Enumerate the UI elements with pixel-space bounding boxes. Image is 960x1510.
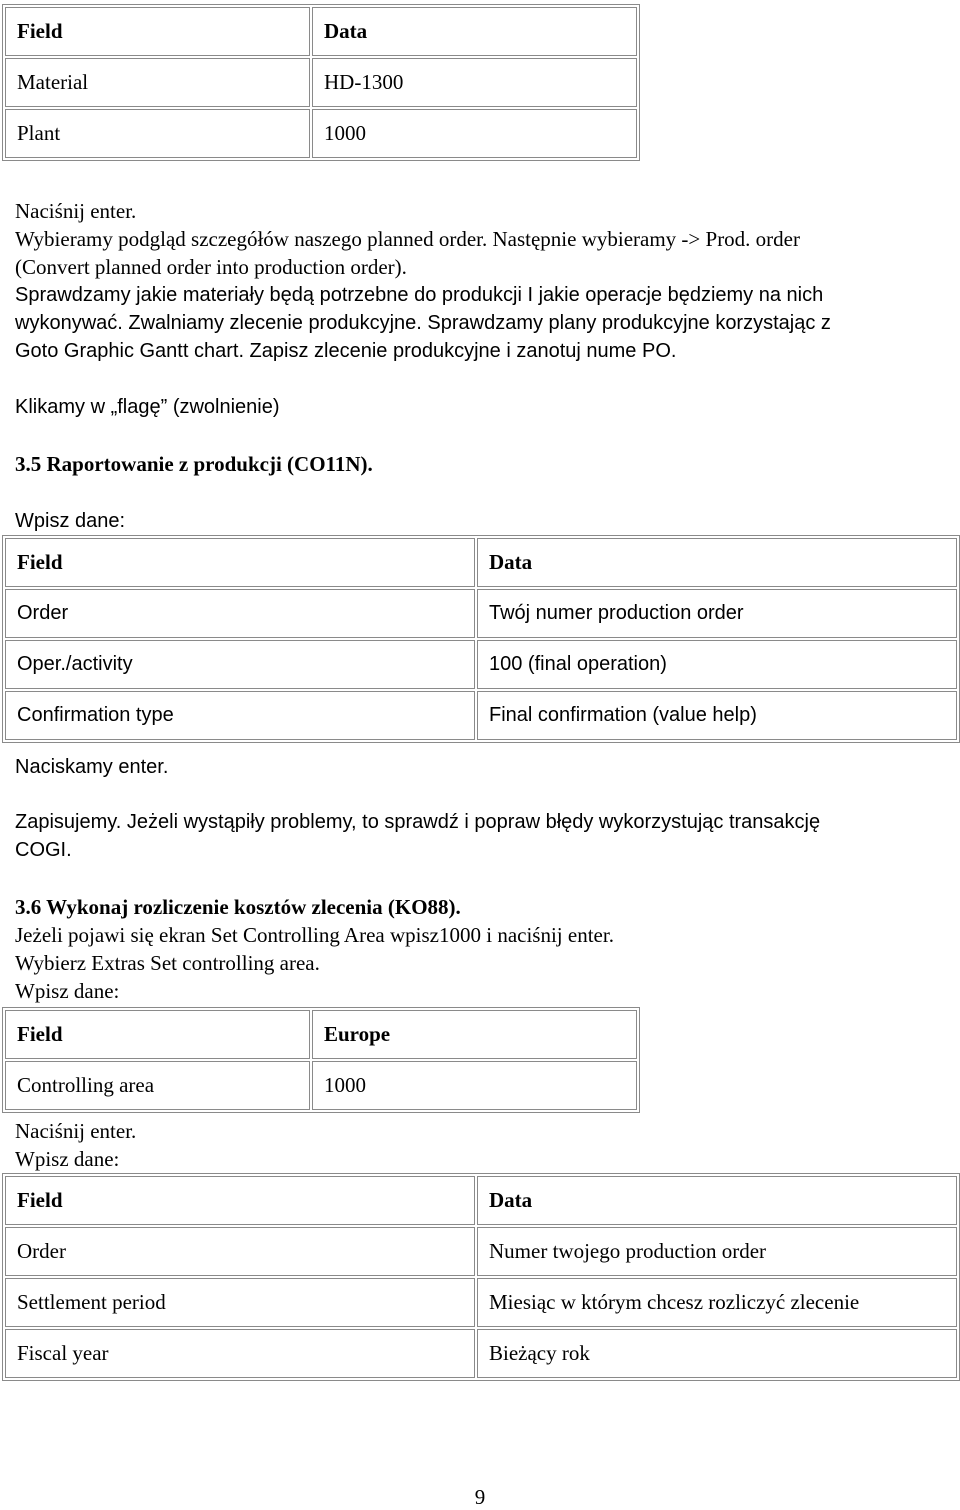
text-line: Goto Graphic Gantt chart. Zapisz zlecenie produkcyjne i zanotuj nume PO. xyxy=(15,340,677,362)
cell-data: Numer twojego production order xyxy=(477,1227,957,1276)
table-row xyxy=(5,58,637,107)
cell-data: Bieżący rok xyxy=(477,1329,957,1378)
table-header-row xyxy=(5,7,637,56)
table-header-row xyxy=(5,538,957,587)
cell-field: Oper./activity xyxy=(5,640,475,689)
text-line: Naciśnij enter. xyxy=(15,199,137,223)
cell-data: 1000 xyxy=(312,1061,637,1110)
cell-field: Order xyxy=(5,589,475,638)
after-text: Naciśnij enter. xyxy=(15,1119,137,1143)
cell-data: Miesiąc w którym chcesz rozliczyć zlecenie xyxy=(477,1278,957,1327)
cell-field: Controlling area xyxy=(5,1061,310,1110)
text-line: Wybierz Extras Set controlling area. xyxy=(15,951,320,975)
table-row xyxy=(5,1061,637,1110)
table-header-row xyxy=(5,1010,637,1059)
after-text: Naciskamy enter. xyxy=(15,756,169,778)
header-field: Field xyxy=(5,1010,310,1059)
header-data: Data xyxy=(312,7,637,56)
header-field: Field xyxy=(5,1176,475,1225)
cell-data: 100 (final operation) xyxy=(477,640,957,689)
table-row xyxy=(5,1329,957,1378)
table-row xyxy=(5,589,957,638)
cell-data: 1000 xyxy=(312,109,637,158)
section-heading-3-6: 3.6 Wykonaj rozliczenie kosztów zlecenia (KO88). xyxy=(15,895,461,919)
cell-data: Final confirmation (value help) xyxy=(477,691,957,740)
header-data: Data xyxy=(477,1176,957,1225)
settlement-table xyxy=(2,1173,960,1381)
confirmation-table xyxy=(2,535,960,743)
header-data: Data xyxy=(477,538,957,587)
cell-field: Confirmation type xyxy=(5,691,475,740)
intro-text: Wpisz dane: xyxy=(15,979,120,1003)
text-line: Sprawdzamy jakie materiały będą potrzebne do produkcji I jakie operacje będziemy na nich xyxy=(15,284,824,306)
table-row xyxy=(5,640,957,689)
text-line: Jeżeli pojawi się ekran Set Controlling Area wpisz1000 i naciśnij enter. xyxy=(15,923,614,947)
page-number: 9 xyxy=(474,1485,486,1509)
cell-field: Settlement period xyxy=(5,1278,475,1327)
table-row xyxy=(5,691,957,740)
cell-data: HD-1300 xyxy=(312,58,637,107)
controlling-area-table xyxy=(2,1007,640,1113)
table-row xyxy=(5,1227,957,1276)
save-text-line1: Zapisujemy. Jeżeli wystąpiły problemy, to sprawdź i popraw błędy wykorzystując transakcję xyxy=(15,811,821,833)
cell-field: Plant xyxy=(5,109,310,158)
table-header-row xyxy=(5,1176,957,1225)
text-line: Wybieramy podgląd szczegółów naszego planned order. Następnie wybieramy -> Prod. order xyxy=(15,227,800,251)
save-text-line2: COGI. xyxy=(15,839,72,861)
cell-field: Order xyxy=(5,1227,475,1276)
intro-text: Wpisz dane: xyxy=(15,1147,120,1171)
cell-data: Twój numer production order xyxy=(477,589,957,638)
cell-field: Material xyxy=(5,58,310,107)
material-plant-table xyxy=(2,4,640,161)
header-field: Field xyxy=(5,538,475,587)
intro-text: Wpisz dane: xyxy=(15,510,126,532)
text-line: (Convert planned order into production order). xyxy=(15,255,407,279)
text-line: wykonywać. Zwalniamy zlecenie produkcyjne. Sprawdzamy plany produkcyjne korzystając z xyxy=(15,312,831,334)
table-row xyxy=(5,109,637,158)
flag-instruction: Klikamy w „flagę” (zwolnienie) xyxy=(15,396,280,418)
table-row xyxy=(5,1278,957,1327)
cell-field: Fiscal year xyxy=(5,1329,475,1378)
header-field: Field xyxy=(5,7,310,56)
section-heading-3-5: 3.5 Raportowanie z produkcji (CO11N). xyxy=(15,452,373,476)
header-europe: Europe xyxy=(312,1010,637,1059)
